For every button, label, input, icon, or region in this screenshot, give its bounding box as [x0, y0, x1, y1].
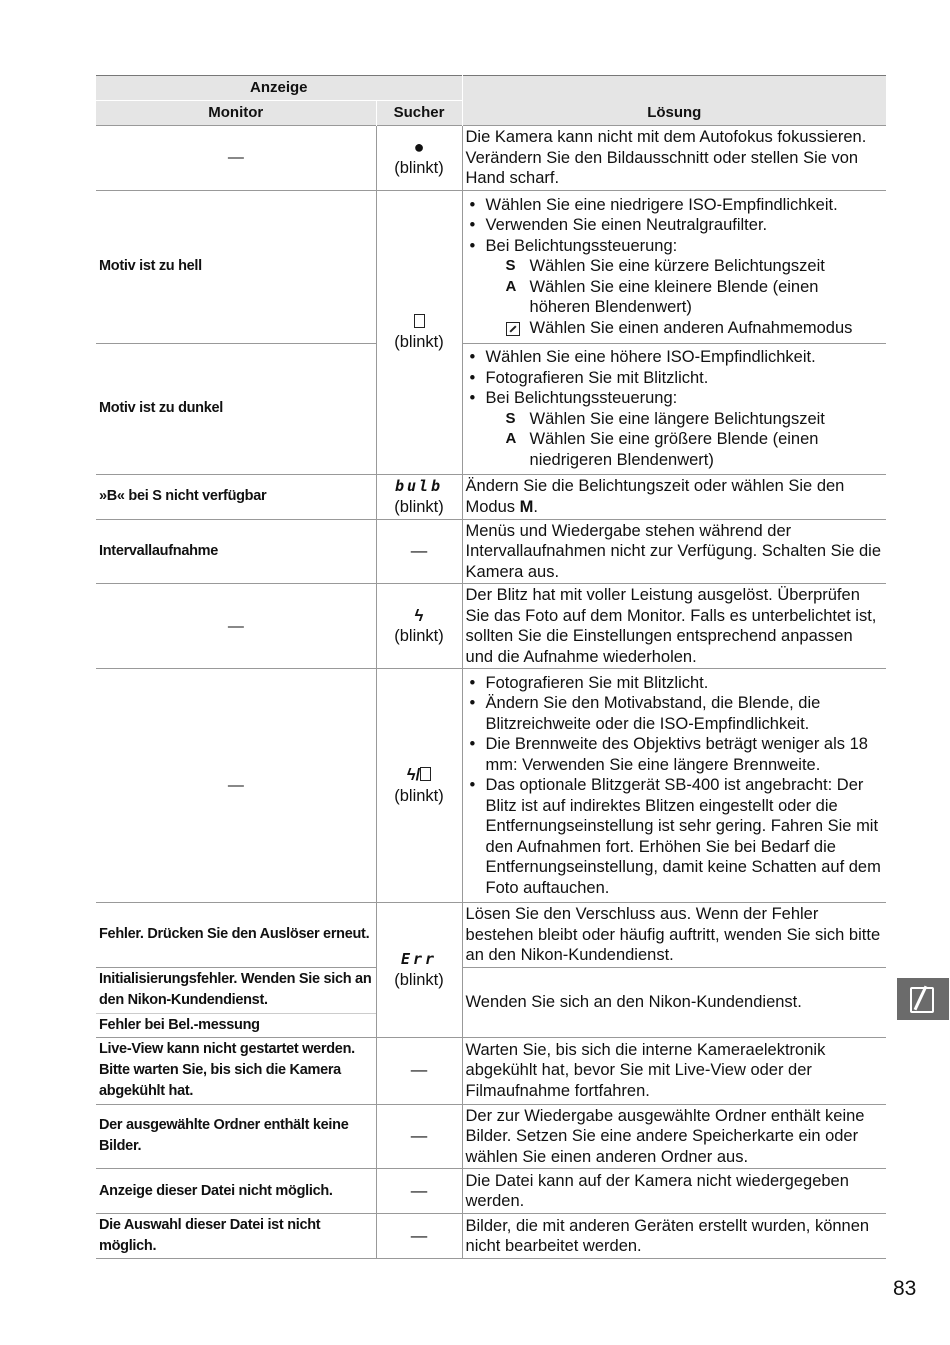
sucher-cell [376, 126, 462, 191]
monitor-cell: Der ausgewählte Ordner enthält keine Bilder. [99, 1117, 349, 1155]
loesung-cell: Ändern Sie die Belichtungszeit oder wählen Sie den Modus M. [465, 477, 845, 516]
loesung-cell: Warten Sie, bis sich die interne Kameraelektronik abgekühlt hat, bevor Sie mit Live-View oder der Filmaufnahme fortfahren. [465, 1040, 826, 1100]
sucher-cell: — [376, 1214, 462, 1259]
flash-icon: ϟ [414, 606, 424, 625]
sub-item: A Wählen Sie eine größere Blende (einen niedrigeren Blendenwert) [505, 430, 819, 469]
table-row [96, 519, 886, 584]
loesung-cell [462, 669, 886, 903]
sucher-cell [376, 903, 462, 1038]
sub-item: A Wählen Sie eine kleinere Blende (einen höheren Blendenwert) [505, 277, 819, 317]
list-item: • Wählen Sie eine höhere ISO-Empfindlichkeit. [466, 347, 884, 368]
table-row [96, 584, 886, 669]
sucher-cell [376, 584, 462, 669]
monitor-cell: — [227, 777, 244, 794]
sucher-blinkt: (blinkt) [394, 970, 444, 989]
monitor-cell: Live-View kann nicht gestartet werden. Bitte warten Sie, bis sich die Kamera abgekühlt hat. [99, 1041, 355, 1099]
monitor-cell: Initialisierungsfehler. Wenden Sie sich an den Nikon-Kundendienst. [99, 971, 372, 1008]
table-row [96, 1037, 886, 1104]
bulb-display-icon: bulb [394, 477, 444, 495]
monitor-cell: Intervallaufnahme [99, 542, 218, 559]
table-row [96, 126, 886, 191]
sucher-cell: — [376, 519, 462, 584]
monitor-cell: Fehler. Drücken Sie den Auslöser erneut. [99, 926, 370, 943]
monitor-cell: Die Auswahl dieser Datei ist nicht möglich. [99, 1217, 321, 1254]
loesung-cell: Menüs und Wiedergabe stehen während der Intervallaufnahmen nicht zur Verfügung. Schalten Sie die Kamera aus. [465, 521, 882, 581]
err-display-icon: Err [400, 950, 438, 969]
header-row-1 [96, 76, 886, 101]
loesung-cell: Bilder, die mit anderen Geräten erstellt wurden, können nicht bearbeitet werden. [465, 1216, 870, 1255]
list-item: • Fotografieren Sie mit Blitzlicht. [466, 673, 884, 694]
monitor-cell: »B« bei S nicht verfügbar [99, 488, 267, 504]
sub-item: S Wählen Sie eine kürzere Belichtungszeit [505, 257, 825, 276]
list-item: • Verwenden Sie einen Neutralgraufilter. [466, 215, 884, 236]
sucher-blinkt: (blinkt) [394, 497, 444, 516]
focus-indicator-icon: ● [413, 137, 425, 158]
loesung-cell [462, 343, 886, 474]
sucher-cell: — [376, 1104, 462, 1169]
table-row [96, 343, 886, 474]
sucher-cell: — [376, 1169, 462, 1214]
list-item: • Fotografieren Sie mit Blitzlicht. [466, 368, 884, 389]
list-item: • Ändern Sie den Motivabstand, die Blende, die Blitzreichweite oder die ISO-Empfindlichkeit. [466, 693, 884, 734]
sub-item: Wählen Sie einen anderen Aufnahmemodus [506, 318, 884, 339]
loesung-cell: Der zur Wiedergabe ausgewählte Ordner enthält keine Bilder. Setzen Sie eine andere Speicherkarte ein oder wählen Sie einen anderen Ordner aus. [465, 1106, 865, 1166]
monitor-cell: Anzeige dieser Datei nicht möglich. [99, 1182, 333, 1199]
loesung-cell: Die Datei kann auf der Kamera nicht wiedergegeben werden. [465, 1171, 849, 1210]
table-row [96, 474, 886, 519]
sucher-cell: — [376, 1037, 462, 1104]
scene-mode-icon [506, 322, 520, 336]
list-item: • Wählen Sie eine niedrigere ISO-Empfindlichkeit. [466, 195, 884, 216]
sucher-blinkt: (blinkt) [394, 158, 444, 177]
sucher-cell [376, 474, 462, 519]
page-number: 83 [893, 1277, 917, 1300]
loesung-cell: Der Blitz hat mit voller Leistung ausgelöst. Überprüfen Sie das Foto auf dem Monitor. Falls es unterbelichtet ist, sollten Sie die Einstellungen entsprechend anpassen und die Aufnahme wiederholen. [465, 586, 877, 666]
exposure-indicator-icon [420, 767, 431, 781]
monitor-cell: Motiv ist zu dunkel [99, 400, 224, 416]
list-item: • Bei Belichtungssteuerung: S Wählen Sie eine kürzere Belichtungszeit A Wählen Sie eine kleinere Blende (einen höheren Blendenwert) Wählen Sie einen anderen Aufnahmemodus [466, 236, 884, 339]
sucher-blinkt: (blinkt) [394, 786, 444, 805]
header-loesung: Lösung [462, 76, 886, 126]
table-row [96, 190, 886, 343]
list-item: • Das optionale Blitzgerät SB-400 ist angebracht: Der Blitz ist auf indirektes Blitzen eingestellt oder die Entfernungseinstellung ist sehr gering. Fahren Sie mit den Aufnahmen fort. Erhöhen Sie bei Bedarf die Entfernungseinstellung, damit keine Schatten auf dem Foto auftauchen. [466, 775, 884, 898]
header-anzeige: Anzeige [96, 76, 462, 101]
table-row [96, 1104, 886, 1169]
sucher-blinkt: (blinkt) [394, 627, 444, 645]
monitor-cell: — [227, 149, 244, 167]
sub-item: S Wählen Sie eine längere Belichtungszeit [505, 409, 825, 428]
header-monitor: Monitor [96, 101, 376, 126]
monitor-cell: Motiv ist zu hell [99, 258, 202, 274]
exposure-indicator-icon [414, 314, 425, 328]
list-item: • Die Brennweite des Objektivs beträgt weniger als 18 mm: Verwenden Sie eine längere Brennweite. [466, 734, 884, 775]
monitor-cell: — [227, 617, 244, 635]
header-sucher: Sucher [376, 101, 462, 126]
notes-icon [910, 987, 934, 1013]
flash-icon: ϟ/ [406, 766, 421, 784]
sucher-cell [376, 190, 462, 474]
loesung-cell: Lösen Sie den Verschluss aus. Wenn der Fehler bestehen bleibt oder häufig auftritt, wenden Sie sich bitte an den Nikon-Kundendienst. [465, 905, 881, 964]
table-row [96, 1214, 886, 1259]
loesung-cell [462, 190, 886, 343]
loesung-cell: Die Kamera kann nicht mit dem Autofokus fokussieren. Verändern Sie den Bildausschnitt oder stellen Sie von Hand scharf. [465, 128, 867, 187]
table-row [96, 669, 886, 903]
table-row [96, 903, 886, 968]
list-item: • Bei Belichtungssteuerung: S Wählen Sie eine längere Belichtungszeit A Wählen Sie eine größere Blende (einen niedrigeren Blendenwert) [466, 388, 884, 470]
chapter-tab[interactable] [897, 978, 949, 1020]
sucher-cell [376, 669, 462, 903]
table-row [96, 967, 886, 1013]
sucher-blinkt: (blinkt) [394, 333, 444, 351]
loesung-cell: Wenden Sie sich an den Nikon-Kundendienst. [465, 992, 802, 1011]
table-row [96, 1169, 886, 1214]
troubleshooting-table [96, 75, 886, 1259]
monitor-cell: Fehler bei Bel.-messung [99, 1016, 260, 1033]
